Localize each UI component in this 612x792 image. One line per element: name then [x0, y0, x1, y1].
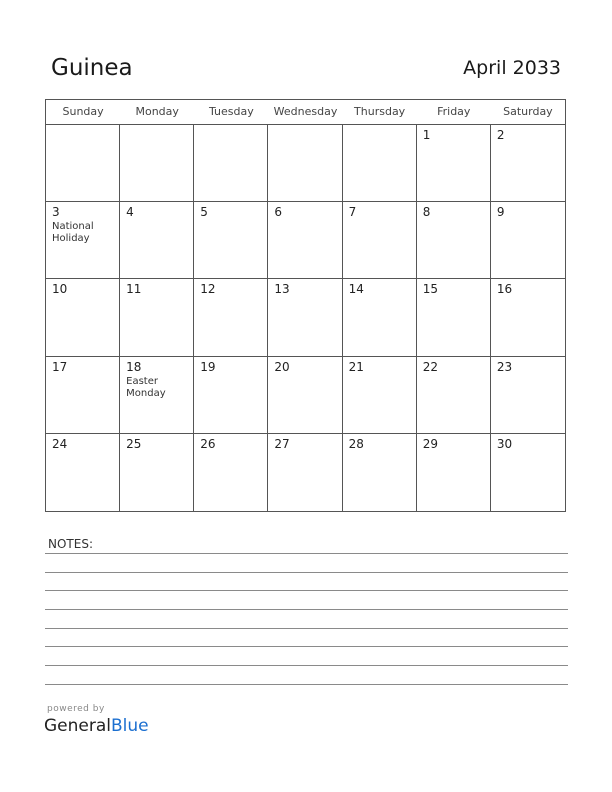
weekday-wednesday: Wednesday — [273, 105, 338, 118]
day-cell — [491, 202, 565, 279]
day-cell — [417, 202, 491, 279]
brand-general: General — [44, 716, 111, 736]
day-number: 21 — [348, 359, 364, 374]
day-cell — [417, 434, 491, 511]
day-number: 25 — [126, 436, 142, 451]
weekday-header-row — [46, 100, 565, 125]
day-number: 24 — [52, 436, 68, 451]
day-cell — [491, 357, 565, 434]
day-cell — [268, 202, 342, 279]
day-cell — [343, 279, 417, 356]
day-cell — [46, 125, 120, 202]
day-number: 23 — [496, 359, 513, 374]
day-cell — [491, 279, 565, 356]
day-number: 1 — [422, 128, 431, 142]
day-number: 9 — [496, 205, 505, 220]
day-number: 2 — [496, 128, 505, 142]
day-cell — [491, 434, 565, 511]
day-number: 29 — [422, 436, 438, 451]
day-cell — [120, 202, 194, 279]
day-number: 3 — [52, 205, 60, 220]
day-cell — [417, 357, 491, 434]
day-cell — [343, 125, 417, 202]
day-cell — [46, 279, 120, 356]
day-cell — [268, 125, 342, 202]
day-number: 13 — [274, 282, 290, 297]
day-cell — [268, 434, 342, 511]
day-number: 7 — [348, 205, 357, 220]
notes-line — [45, 646, 568, 647]
weekday-friday: Friday — [437, 105, 471, 118]
day-number: 26 — [200, 436, 216, 451]
day-number: 17 — [52, 359, 68, 374]
day-number: 12 — [200, 282, 216, 297]
day-number: 10 — [52, 282, 68, 297]
day-cell — [343, 202, 417, 279]
day-cell — [120, 434, 194, 511]
generalblue-logo — [44, 716, 149, 736]
day-cell — [417, 125, 491, 202]
day-cell — [194, 202, 268, 279]
brand-blue: Blue — [111, 716, 149, 736]
day-cell — [120, 279, 194, 356]
day-cell — [120, 357, 194, 434]
day-cell — [491, 125, 565, 202]
day-number: 8 — [422, 205, 431, 220]
weekday-saturday: Saturday — [503, 105, 553, 118]
day-cell — [194, 357, 268, 434]
day-number: 4 — [126, 205, 134, 220]
country-title: Guinea — [51, 55, 133, 81]
day-cell — [268, 357, 342, 434]
day-number: 18 — [126, 359, 142, 374]
day-number: 22 — [422, 359, 438, 374]
day-cell — [343, 357, 417, 434]
day-cell — [194, 279, 268, 356]
day-number: 19 — [200, 359, 216, 374]
notes-line — [45, 628, 568, 629]
notes-label: NOTES: — [48, 537, 93, 551]
notes-line — [45, 665, 568, 666]
weekday-tuesday: Tuesday — [208, 105, 254, 118]
day-cell — [194, 125, 268, 202]
notes-line — [45, 684, 568, 685]
day-cell — [46, 357, 120, 434]
holiday-label: National Holiday — [52, 221, 94, 245]
day-cell — [46, 434, 120, 511]
day-number: 30 — [496, 436, 513, 451]
day-cell — [120, 125, 194, 202]
day-number: 20 — [274, 359, 290, 374]
day-cell — [268, 279, 342, 356]
day-number: 6 — [274, 205, 283, 220]
notes-line — [45, 572, 568, 573]
month-year-title: April 2033 — [463, 57, 561, 79]
weekday-monday: Monday — [135, 105, 179, 118]
notes-line — [45, 553, 568, 554]
day-number: 27 — [274, 436, 290, 451]
day-cell — [417, 279, 491, 356]
day-number: 15 — [422, 282, 438, 297]
day-cell — [194, 434, 268, 511]
day-cell — [343, 434, 417, 511]
day-number: 14 — [348, 282, 364, 297]
calendar-weeks — [46, 125, 565, 511]
day-number: 28 — [348, 436, 364, 451]
weekday-sunday: Sunday — [62, 105, 104, 118]
day-cell — [46, 202, 120, 279]
notes-line — [45, 609, 568, 610]
calendar-grid — [45, 99, 566, 512]
notes-line — [45, 590, 568, 591]
powered-by-text: powered by — [47, 704, 105, 714]
holiday-label: Easter Monday — [126, 375, 166, 399]
day-number: 16 — [496, 282, 513, 297]
weekday-thursday: Thursday — [354, 105, 406, 118]
day-number: 5 — [200, 205, 208, 220]
day-number: 11 — [126, 282, 142, 297]
